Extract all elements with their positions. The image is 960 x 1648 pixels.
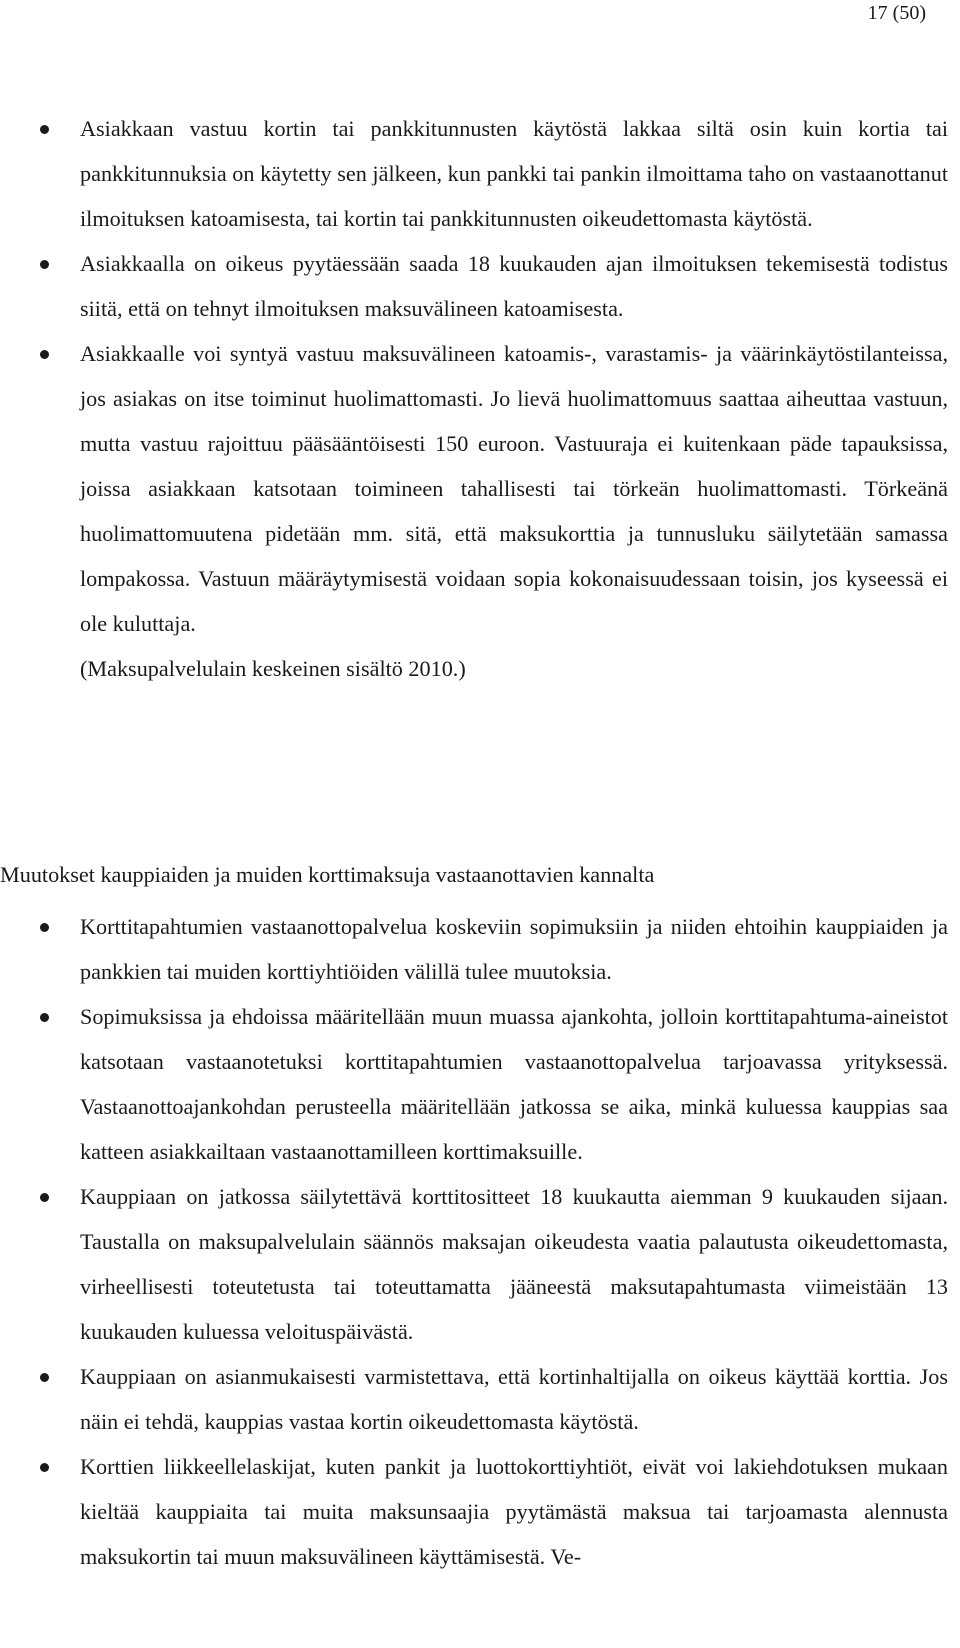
list-item-text: Kauppiaan on asianmukaisesti varmistettava, että kortinhaltijalla on oikeus käyttää korttia. Jos näin ei tehdä, kauppias vastaa kortin oikeudettomasta käytöstä. — [80, 1364, 948, 1434]
list-item-text: Asiakkaalla on oikeus pyytäessään saada 18 kuukauden ajan ilmoituksen tekemisestä todistus siitä, että on tehnyt ilmoituksen maksuvälineen katoamisesta. — [80, 251, 948, 321]
list-item — [0, 994, 948, 1174]
list-item-text: Asiakkaalle voi syntyä vastuu maksuvälineen katoamis-, varastamis- ja väärinkäytöstilanteissa, jos asiakas on itse toiminut huolimattomasti. Jo lievä huolimattomuus saattaa aiheuttaa vastuun, mutta vastuu rajoittuu pääsääntöisesti 150 euroon. Vastuuraja ei kuitenkaan päde tapauksissa, joissa asiakkaan katsotaan toimineen tahallisesti tai törkeän huolimattomasti. Törkeänä huolimattomuutena pidetään mm. sitä, että maksukorttia ja tunnusluku säilytetään samassa lompakossa. Vastuun määräytymisestä voidaan sopia kokonaisuudessaan toisin, jos kyseessä ei ole kuluttaja. — [80, 341, 948, 636]
source-citation: (Maksupalvelulain keskeinen sisältö 2010.) — [80, 656, 466, 681]
list-item-text: Kauppiaan on jatkossa säilytettävä korttitositteet 18 kuukautta aiemman 9 kuukauden sijaan. Taustalla on maksupalvelulain säännös maksajan oikeudesta vaatia palautusta oikeudettomasta, virheellisesti toteutetusta tai toteuttamatta jääneestä maksutapahtumasta viimeistään 13 kuukauden kuluessa veloituspäivästä. — [80, 1184, 948, 1344]
list-item — [0, 241, 948, 331]
payment-liability-section — [0, 106, 948, 691]
list-item-text: Sopimuksissa ja ehdoissa määritellään muun muassa ajankohta, jolloin korttitapahtuma-aineistot katsotaan vastaanotetuksi korttitapahtumien vastaanottopalvelua tarjoavassa yrityksessä. Vastaanottoajankohdan perusteella määritellään jatkossa se aika, minkä kuluessa kauppias saa katteen asiakkailtaan vastaanottamilleen korttimaksuille. — [80, 1004, 948, 1164]
list-item — [0, 1174, 948, 1354]
list-item — [0, 106, 948, 241]
merchant-changes-section — [0, 904, 948, 1579]
list-item — [0, 904, 948, 994]
bullet-icon — [40, 260, 49, 269]
bullet-icon — [40, 125, 49, 134]
page-number: 17 (50) — [867, 2, 926, 24]
bullet-icon — [40, 1013, 49, 1022]
list-item — [0, 331, 948, 646]
bullet-icon — [40, 1463, 49, 1472]
bullet-icon — [40, 1193, 49, 1202]
bullet-icon — [40, 923, 49, 932]
list-item — [0, 1444, 948, 1579]
bullet-list — [0, 904, 948, 1579]
bullet-icon — [40, 1373, 49, 1382]
list-item — [0, 1354, 948, 1444]
bullet-icon — [40, 350, 49, 359]
section-heading: Muutokset kauppiaiden ja muiden korttimaksuja vastaanottavien kannalta — [0, 862, 655, 887]
bullet-list — [0, 106, 948, 646]
list-item-text: Korttien liikkeellelaskijat, kuten pankit ja luottokorttiyhtiöt, eivät voi lakiehdotuksen mukaan kieltää kauppiaita tai muita maksunsaajia pyytämästä maksua tai tarjoamasta alennusta maksukortin tai muun maksuvälineen käyttämisestä. Ve- — [80, 1454, 948, 1569]
list-item-text: Asiakkaan vastuu kortin tai pankkitunnusten käytöstä lakkaa siltä osin kuin kortia tai pankkitunnuksia on käytetty sen jälkeen, kun pankki tai pankin ilmoittama taho on vastaanottanut ilmoituksen katoamisesta, tai kortin tai pankkitunnusten oikeudettomasta käytöstä. — [80, 116, 948, 231]
list-item-text: Korttitapahtumien vastaanottopalvelua koskeviin sopimuksiin ja niiden ehtoihin kauppiaiden ja pankkien tai muiden korttiyhtiöiden välillä tulee muutoksia. — [80, 914, 948, 984]
